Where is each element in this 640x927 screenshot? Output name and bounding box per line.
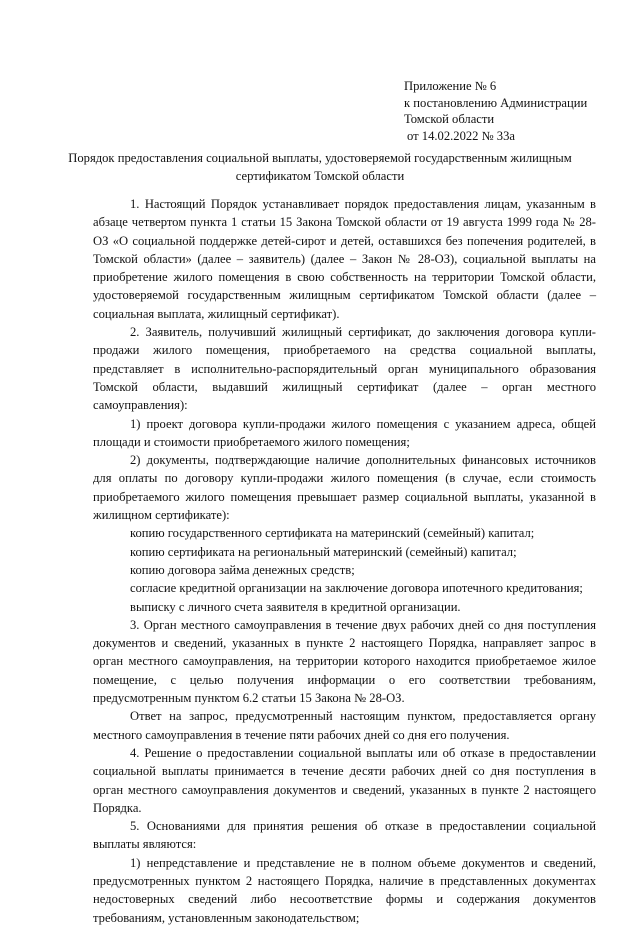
paragraph: Ответ на запрос, предусмотренный настоящим пунктом, предоставляется органу местного самоуправления в течение пяти рабочих дней со дня его получения. (93, 709, 596, 742)
appendix-line: Томской области (404, 112, 495, 127)
paragraph: 2) документы, подтверждающие наличие дополнительных финансовых источников для оплаты по договору купли-продажи жилого помещения (в случае, если стоимость приобретаемого жилого помещения превышает размер социальной выплаты, указанной в жилищном сертификате): (93, 453, 596, 523)
paragraph: 2. Заявитель, получивший жилищный сертификат, до заключения договора купли-продажи жилого помещения, приобретаемого на средства социальной выплаты, представляет в исполнительно-распорядительный орган муниципального образования Томской области, выдавший жилищный сертификат (далее – орган местного самоуправления): (93, 325, 596, 413)
appendix-line: к постановлению Администрации (404, 95, 588, 110)
paragraph: копию сертификата на региональный материнский (семейный) капитал; (130, 544, 517, 559)
paragraph: 1. Настоящий Порядок устанавливает порядок предоставления лицам, указанным в абзаце четвертом пункта 1 статьи 15 Закона Томской области от 19 августа 1999 года № 28-ОЗ «О социальной поддержке детей-сирот и детей, оставшихся без попечения родителей, в Томской области» (далее – заявитель) (далее – Закон № 28-ОЗ), социальной выплаты на приобретение жилого помещения в свою собственность на территории Томской области, удостоверяемой государственным жилищным сертификатом Томской области (далее – социальная выплата, жилищный сертификат). (93, 197, 596, 321)
paragraph: выписку с личного счета заявителя в кредитной организации. (130, 599, 461, 614)
document-body (93, 195, 596, 927)
document-title: Порядок предоставления социальной выплаты, удостоверяемой государственным жилищным сертификатом Томской области (68, 151, 572, 183)
paragraph: согласие кредитной организации на заключение договора ипотечного кредитования; (130, 581, 583, 596)
appendix-block (404, 78, 624, 144)
paragraph: копию договора займа денежных средств; (130, 562, 355, 577)
paragraph: 4. Решение о предоставлении социальной выплаты или об отказе в предоставлении социальной выплаты принимается в течение десяти рабочих дней со дня поступления в орган местного самоуправления документов и сведений, указанных в пункте 2 настоящего Порядка. (93, 745, 596, 815)
paragraph: копию государственного сертификата на материнский (семейный) капитал; (130, 526, 535, 541)
paragraph: 1) непредставление и представление не в полном объеме документов и сведений, предусмотренных пунктом 2 настоящего Порядка, наличие в представленных документах недостоверных сведений либо несоответствие формы и содержания документов требованиям, установленным законодательством; (93, 855, 596, 925)
paragraph: 5. Основаниями для принятия решения об отказе в предоставлении социальной выплаты являются: (93, 819, 596, 852)
paragraph: 3. Орган местного самоуправления в течение двух рабочих дней со дня поступления документов и сведений, указанных в пункте 2 настоящего Порядка, направляет запрос в орган местного самоуправления, на территории которого находится приобретаемое жилое помещение, с целью получения информации о его соответствии требованиям, предусмотренным пунктом 6.2 статьи 15 Закона № 28-ОЗ. (93, 617, 596, 706)
appendix-line: Приложение № 6 (404, 79, 497, 93)
paragraph: 1) проект договора купли-продажи жилого помещения с указанием адреса, общей площади и стоимости приобретаемого жилого помещения; (93, 416, 596, 449)
appendix-line: от 14.02.2022 № 33а (407, 128, 515, 143)
